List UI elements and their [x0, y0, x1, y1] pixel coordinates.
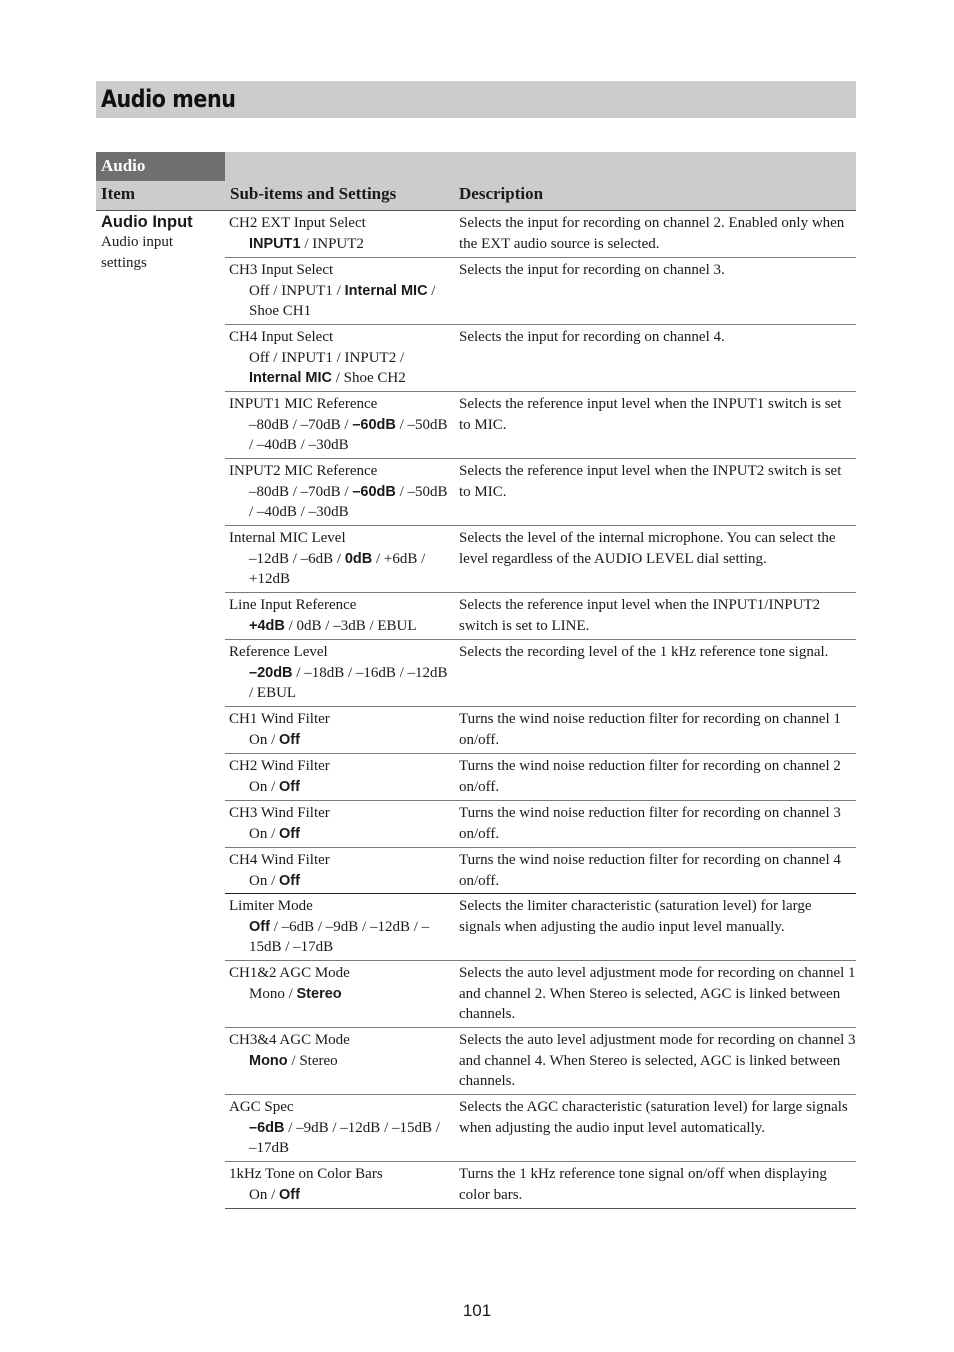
- default-setting: Internal MIC: [344, 282, 428, 299]
- sub-item-cell: [225, 642, 454, 706]
- sub-item-title: CH2 EXT Input Select: [229, 215, 366, 231]
- sub-item-cell: [225, 896, 454, 960]
- setting-options: Mono /: [249, 985, 297, 1002]
- sub-item-settings: [229, 616, 450, 637]
- sub-item-settings: [229, 824, 450, 845]
- description-cell: Turns the wind noise reduction filter for recording on channel 3 on/off.: [459, 805, 841, 842]
- sub-item-settings: [229, 1118, 450, 1159]
- sub-item-cell: [225, 803, 454, 847]
- description-cell: Turns the wind noise reduction filter for recording on channel 2 on/off.: [459, 758, 841, 795]
- default-setting: Off: [279, 778, 300, 795]
- setting-options: –12dB / –6dB /: [249, 550, 345, 567]
- setting-options: / –50dB / –40dB / –30dB: [249, 483, 448, 520]
- header-item: Item: [101, 184, 135, 203]
- sub-item-title: CH2 Wind Filter: [229, 758, 330, 774]
- setting-options: / –18dB / –16dB / –12dB / EBUL: [249, 664, 448, 701]
- sub-item-title: Limiter Mode: [229, 898, 313, 914]
- sub-item-title: INPUT2 MIC Reference: [229, 463, 378, 479]
- sub-item-cell: [225, 1164, 454, 1208]
- sub-item-title: Reference Level: [229, 644, 328, 660]
- setting-options: / Stereo: [287, 1052, 338, 1069]
- sub-item-settings: [229, 234, 450, 255]
- description-cell: Turns the wind noise reduction filter for recording on channel 1 on/off.: [459, 711, 841, 748]
- default-setting: 0dB: [344, 550, 373, 567]
- setting-options: On /: [249, 872, 279, 889]
- default-setting: Off: [279, 825, 300, 842]
- sub-item-cell: [225, 963, 454, 1027]
- setting-options: / +6dB / +12dB: [249, 550, 426, 587]
- sub-item-settings: [229, 348, 450, 389]
- table-row: [225, 325, 856, 392]
- item-name: Audio Input: [101, 213, 193, 231]
- table-row: [225, 707, 856, 754]
- section-label: Audio: [96, 152, 225, 181]
- setting-options: / Shoe CH2: [331, 370, 406, 386]
- sub-item-title: INPUT1 MIC Reference: [229, 396, 378, 412]
- table-row: [225, 593, 856, 640]
- sub-item-cell: [225, 528, 454, 592]
- table-row: [225, 894, 856, 961]
- default-setting: –60dB: [352, 483, 396, 500]
- sub-item-cell: [225, 327, 454, 391]
- sub-item-settings: [229, 730, 450, 751]
- default-setting: –60dB: [352, 416, 396, 433]
- default-setting: Off: [249, 918, 270, 935]
- description-cell: Selects the reference input level when the INPUT1/INPUT2 switch is set to LINE.: [459, 597, 821, 634]
- sub-item-title: CH4 Wind Filter: [229, 852, 330, 868]
- table-row: [225, 1028, 856, 1095]
- sub-item-settings: [229, 482, 450, 523]
- setting-options: / –6dB / –9dB / –12dB / –15dB / –17dB: [249, 918, 430, 955]
- default-setting: Off: [279, 731, 300, 748]
- setting-options: On /: [249, 825, 279, 842]
- description-cell: Selects the level of the internal microphone. You can select the level regardless of the AUDIO LEVEL dial setting.: [459, 530, 836, 567]
- table-header: [96, 152, 856, 211]
- sub-item-settings: [229, 777, 450, 798]
- setting-options: / Shoe CH1: [249, 282, 436, 319]
- sub-item-cell: [225, 394, 454, 458]
- description-cell: Selects the reference input level when the INPUT1 switch is set to MIC.: [459, 396, 842, 433]
- table-row: [225, 801, 856, 848]
- page-title: Audio menu: [101, 85, 236, 113]
- sub-item-settings: [229, 917, 450, 958]
- item-cell: [96, 211, 225, 273]
- table-row: [225, 258, 856, 325]
- sub-item-settings: [229, 549, 450, 590]
- page-number: 101: [462, 1301, 492, 1320]
- description-cell: Selects the input for recording on channel 4.: [459, 329, 725, 345]
- sub-item-settings: [229, 415, 450, 456]
- sub-item-title: CH3 Input Select: [229, 262, 334, 278]
- table-row: [225, 1162, 856, 1209]
- default-setting: –20dB: [249, 664, 293, 681]
- description-cell: Turns the wind noise reduction filter for recording on channel 4 on/off.: [459, 852, 841, 889]
- table-row: [225, 754, 856, 801]
- sub-item-settings: [229, 1051, 450, 1072]
- header-description: Description: [459, 184, 544, 203]
- setting-options: On /: [249, 1186, 279, 1203]
- sub-item-settings: [229, 1185, 450, 1206]
- table-row: [225, 961, 856, 1028]
- setting-options: On /: [249, 731, 279, 748]
- settings-rows: [225, 211, 856, 1209]
- sub-item-title: CH3&4 AGC Mode: [229, 1032, 350, 1048]
- sub-item-settings: [229, 871, 450, 892]
- sub-item-title: AGC Spec: [229, 1099, 294, 1115]
- sub-item-cell: [225, 1097, 454, 1161]
- description-cell: Selects the recording level of the 1 kHz reference tone signal.: [459, 644, 829, 660]
- sub-item-title: CH1&2 AGC Mode: [229, 965, 350, 981]
- table-row: [225, 459, 856, 526]
- default-setting: Stereo: [296, 985, 342, 1002]
- sub-item-cell: [225, 213, 454, 257]
- sub-item-title: CH4 Input Select: [229, 329, 334, 345]
- setting-options: / 0dB / –3dB / EBUL: [284, 617, 417, 634]
- description-cell: Selects the auto level adjustment mode for recording on channel 3 and channel 4. When Stereo is selected, AGC is linked between channels.: [459, 1032, 856, 1089]
- sub-item-title: CH3 Wind Filter: [229, 805, 330, 821]
- setting-options: On /: [249, 778, 279, 795]
- title-bar: [96, 81, 856, 118]
- table-row: [225, 526, 856, 593]
- default-setting: Off: [279, 872, 300, 889]
- table-row: [225, 211, 856, 258]
- sub-item-title: Internal MIC Level: [229, 530, 346, 546]
- table-row: [225, 640, 856, 707]
- table-row: [225, 1095, 856, 1162]
- default-setting: INPUT1: [249, 235, 301, 252]
- sub-item-cell: [225, 260, 454, 324]
- sub-item-settings: [229, 984, 450, 1005]
- sub-item-cell: [225, 1030, 454, 1094]
- sub-item-title: 1kHz Tone on Color Bars: [229, 1166, 383, 1182]
- description-cell: Selects the input for recording on channel 3.: [459, 262, 725, 278]
- table-row: [225, 392, 856, 459]
- sub-item-cell: [225, 756, 454, 800]
- sub-item-title: Line Input Reference: [229, 597, 357, 613]
- sub-item-cell: [225, 709, 454, 753]
- table-row: [225, 848, 856, 894]
- sub-item-title: CH1 Wind Filter: [229, 711, 330, 727]
- default-setting: +4dB: [249, 617, 285, 634]
- setting-options: / –9dB / –12dB / –15dB / –17dB: [249, 1119, 440, 1156]
- setting-options: / INPUT2: [300, 235, 364, 252]
- description-cell: Selects the auto level adjustment mode for recording on channel 1 and channel 2. When Stereo is selected, AGC is linked between channels.: [459, 965, 856, 1022]
- sub-item-cell: [225, 461, 454, 525]
- description-cell: Turns the 1 kHz reference tone signal on/off when displaying color bars.: [459, 1166, 827, 1203]
- default-setting: Internal MIC: [249, 370, 332, 386]
- item-description: Audio input settings: [101, 234, 174, 271]
- header-sub-items: Sub-items and Settings: [230, 184, 397, 203]
- setting-options: –80dB / –70dB /: [249, 483, 353, 500]
- description-cell: Selects the limiter characteristic (saturation level) for large signals when adjusting the audio input level manually.: [459, 898, 812, 935]
- setting-options: Off / INPUT1 /: [249, 282, 345, 299]
- sub-item-settings: [229, 281, 450, 322]
- table-body: [96, 211, 856, 1209]
- setting-options: Off / INPUT1 / INPUT2 /: [249, 349, 405, 366]
- default-setting: –6dB: [249, 1119, 285, 1136]
- sub-item-cell: [225, 850, 454, 893]
- description-cell: Selects the reference input level when the INPUT2 switch is set to MIC.: [459, 463, 842, 500]
- sub-item-settings: [229, 663, 450, 704]
- setting-options: –80dB / –70dB /: [249, 416, 353, 433]
- description-cell: Selects the input for recording on channel 2. Enabled only when the EXT audio source is selected.: [459, 215, 845, 252]
- default-setting: Off: [279, 1186, 300, 1203]
- default-setting: Mono: [249, 1052, 288, 1069]
- sub-item-cell: [225, 595, 454, 639]
- setting-options: / –50dB / –40dB / –30dB: [249, 416, 448, 453]
- description-cell: Selects the AGC characteristic (saturation level) for large signals when adjusting the audio input level automatically.: [459, 1099, 848, 1136]
- audio-menu-table: [96, 152, 856, 1209]
